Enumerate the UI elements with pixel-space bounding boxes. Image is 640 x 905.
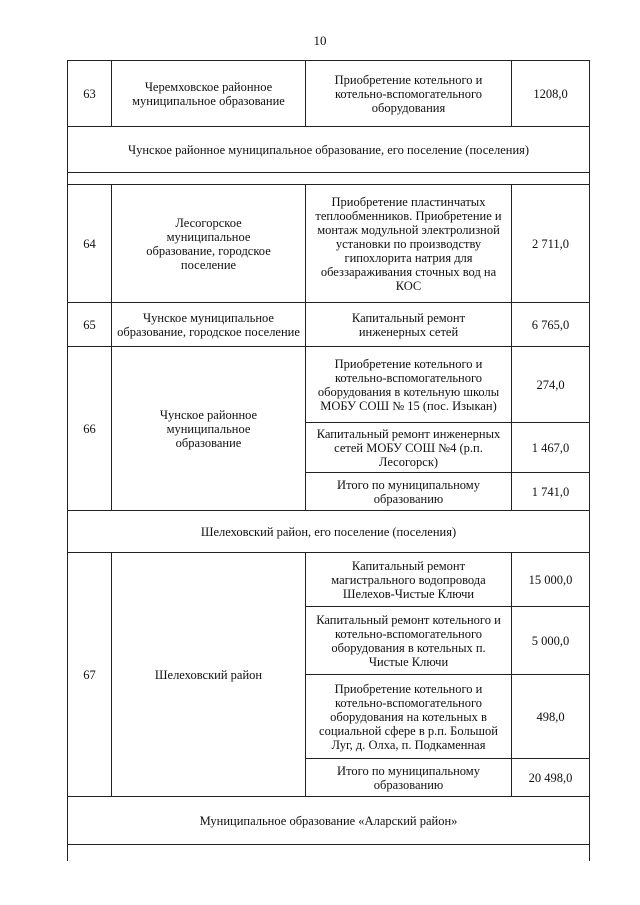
row-number: 63 — [68, 61, 112, 127]
blank-cell — [68, 845, 590, 861]
section-heading: Муниципальное образование «Аларский район» — [68, 797, 590, 845]
section-heading: Чунское районное муниципальное образование, его поселение (поселения) — [68, 127, 590, 173]
entity-name: Чунское муниципальное образование, городское поселение — [112, 303, 306, 347]
purpose-text: Капитальный ремонт котельного и котельно-вспомогательного оборудования в котельных п. Чистые Ключи — [306, 607, 512, 675]
total-amount: 20 498,0 — [512, 759, 590, 797]
entity-name: Лесогорское муниципальное образование, городское поселение — [112, 185, 306, 303]
table-row — [68, 553, 590, 607]
purpose-text: Капитальный ремонт инженерных сетей МОБУ СОШ №4 (р.п. Лесогорск) — [306, 423, 512, 473]
amount-value: 1 467,0 — [512, 423, 590, 473]
amount-value: 6 765,0 — [512, 303, 590, 347]
section-heading: Шелеховский район, его поселение (поселения) — [68, 511, 590, 553]
amount-value: 274,0 — [512, 347, 590, 423]
purpose-text: Приобретение пластинчатых теплообменников. Приобретение и монтаж модульной электролизной установки по производству гипохлорита натрия для обеззараживания сточных вод на КОС — [306, 185, 512, 303]
amount-value: 498,0 — [512, 675, 590, 759]
total-amount: 1 741,0 — [512, 473, 590, 511]
purpose-text: Приобретение котельного и котельно-вспомогательного оборудования на котельных в социальной сфере в р.п. Большой Луг, д. Олха, п. Подкаменная — [306, 675, 512, 759]
amount-value: 5 000,0 — [512, 607, 590, 675]
row-number: 66 — [68, 347, 112, 511]
section-row — [68, 797, 590, 845]
total-label: Итого по муниципальному образованию — [306, 759, 512, 797]
amount-value: 2 711,0 — [512, 185, 590, 303]
entity-name: Чунское районное муниципальное образование — [112, 347, 306, 511]
blank-cell — [68, 173, 590, 185]
purpose-text: Капитальный ремонт инженерных сетей — [306, 303, 512, 347]
section-row — [68, 127, 590, 173]
row-number: 65 — [68, 303, 112, 347]
entity-name: Шелеховский район — [112, 553, 306, 797]
purpose-text: Приобретение котельного и котельно-вспомогательного оборудования — [306, 61, 512, 127]
entity-name: Черемховское районное муниципальное образование — [112, 61, 306, 127]
subsidy-table — [67, 60, 590, 861]
spacer-row — [68, 845, 590, 861]
amount-value: 15 000,0 — [512, 553, 590, 607]
table-row — [68, 347, 590, 423]
section-row — [68, 511, 590, 553]
row-number: 67 — [68, 553, 112, 797]
table-row — [68, 61, 590, 127]
purpose-text: Капитальный ремонт магистрального водопровода Шелехов-Чистые Ключи — [306, 553, 512, 607]
row-number: 64 — [68, 185, 112, 303]
purpose-text: Приобретение котельного и котельно-вспомогательного оборудования в котельную школы МОБУ СОШ № 15 (пос. Изыкан) — [306, 347, 512, 423]
page-number: 10 — [313, 33, 327, 48]
spacer-row — [68, 173, 590, 185]
table-row — [68, 303, 590, 347]
table-row — [68, 185, 590, 303]
amount-value: 1208,0 — [512, 61, 590, 127]
total-label: Итого по муниципальному образованию — [306, 473, 512, 511]
